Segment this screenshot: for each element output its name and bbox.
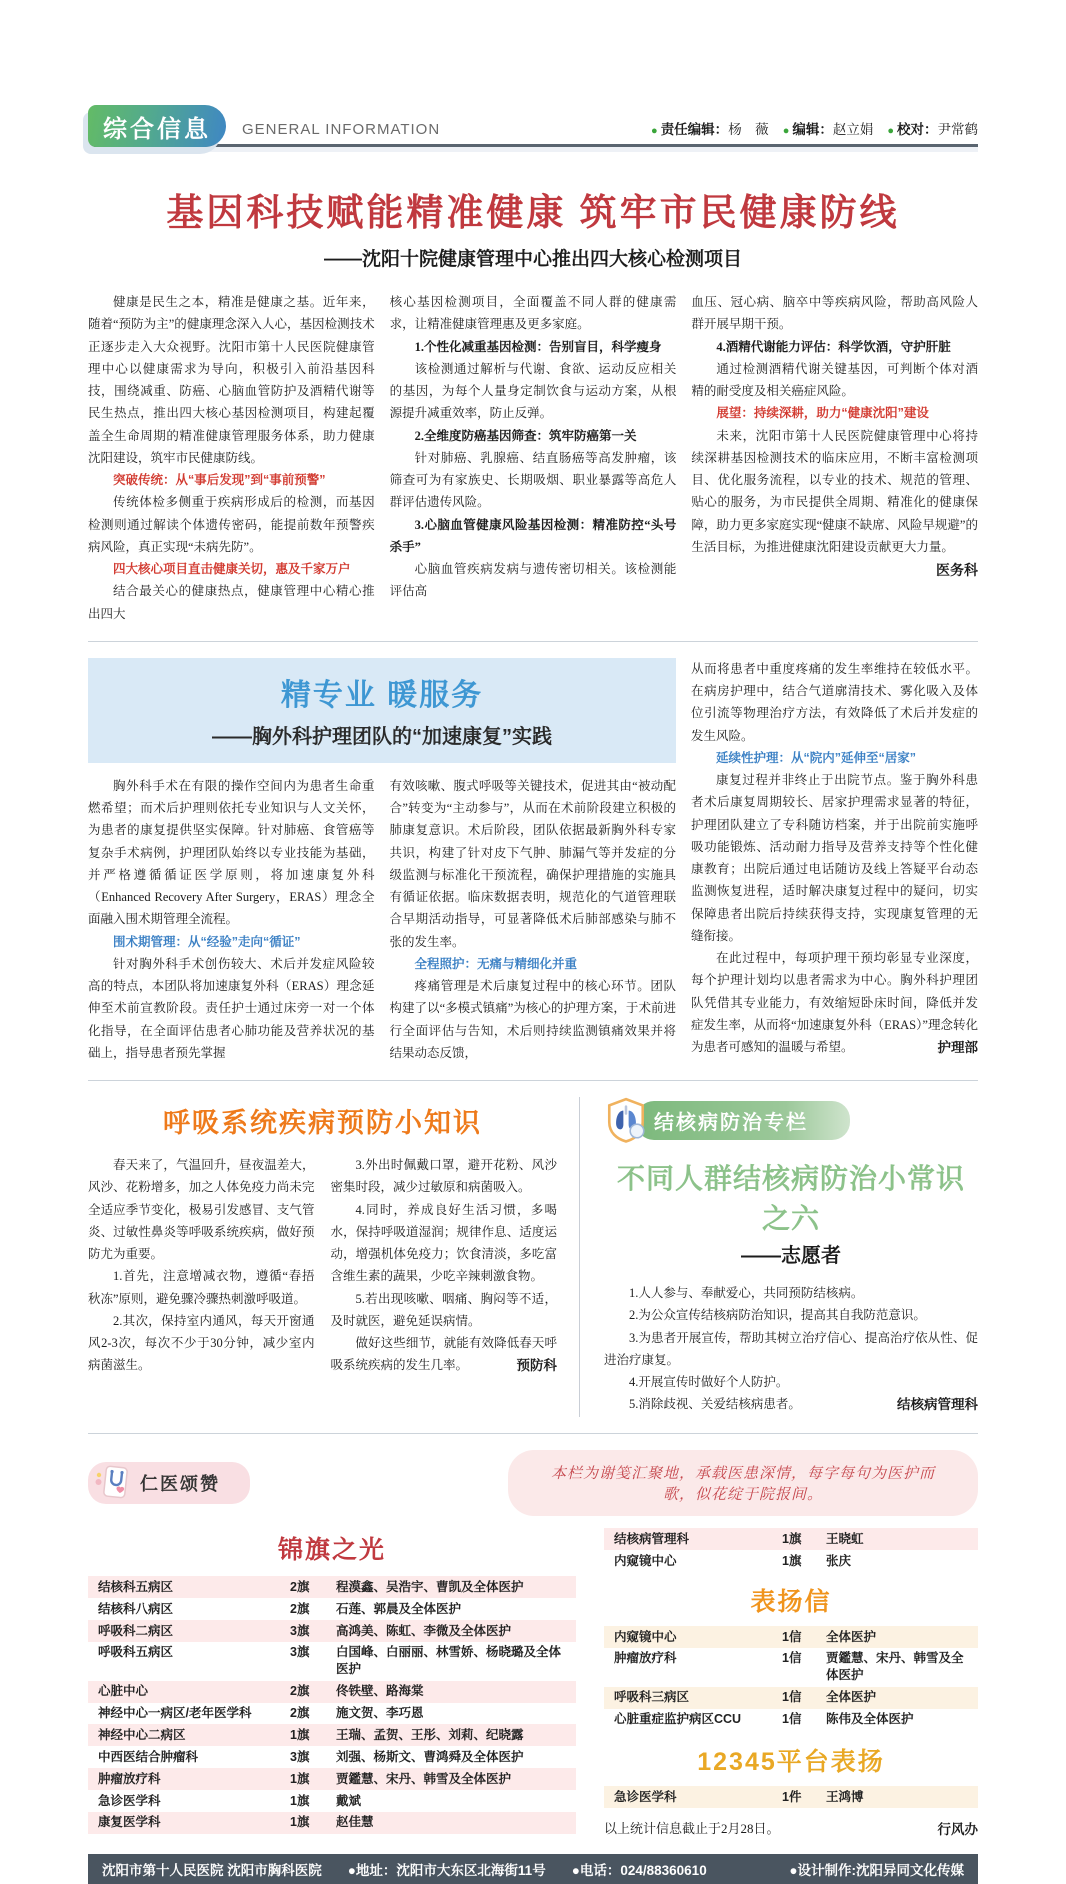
paragraph: 3.为患者开展宣传，帮助其树立治疗信心、提高治疗依从性、促进治疗康复。 xyxy=(604,1330,978,1367)
paragraph: 传统体检多侧重于疾病形成后的检测，而基因检测则通过解读个体遗传密码，能提前数年预警疾病风险，真正实现“未病先防”。 xyxy=(88,495,375,554)
nursing-column-1 xyxy=(88,775,375,1064)
praise-banner: 本栏为谢笺汇聚地，承载医患深情，每字每句为医护而歌，似花绽于院报间。 xyxy=(508,1450,978,1516)
flag-row: 心脏中心 2旗 佟铁壁、路海棠 xyxy=(88,1681,576,1703)
flag-row: 急诊医学科 1旗 戴斌 xyxy=(98,1793,362,1808)
gene-column-2 xyxy=(390,291,677,625)
flag-row: 结核病管理科 1旗 王晓虹 xyxy=(604,1528,978,1550)
editors-line xyxy=(651,118,978,138)
paragraph: 围术期管理：从“经验”走向“循证” xyxy=(113,934,301,949)
paragraph: 1.首先，注意增减衣物，遵循“春捂秋冻”原则，避免骤冷骤热刺激呼吸道。 xyxy=(88,1269,315,1306)
footer-credit: ●设计制作:沈阳异同文化传媒 xyxy=(789,1863,964,1879)
letter-row: 心脏重症监护病区CCU 1信 陈伟及全体医护 xyxy=(614,1712,914,1727)
article-tb-column xyxy=(580,1097,978,1417)
paragraph: 在此过程中，每项护理干预均彰显专业深度，每个护理计划均以患者需求为中心。胸外科护理团队凭借其专业能力，有效缩短卧床时间，降低并发症发生率，从而将“加速康复外科（ERAS）”理念转化为患者可感知的温暖与希望。 护理部 xyxy=(691,947,978,1058)
platform-row: 急诊医学科 1件 王鸿博 xyxy=(604,1786,978,1808)
platform-title: 12345平台表扬 xyxy=(697,1748,885,1777)
gene-column-1 xyxy=(88,291,375,625)
paragraph: 结合最关心的健康热点，健康管理中心精心推出四大 xyxy=(88,584,375,621)
letter-table xyxy=(604,1626,978,1730)
praise-section xyxy=(88,1450,978,1838)
paragraph: 4.同时，养成良好生活习惯，多喝水，保持呼吸道湿润；规律作息、适度运动，增强机体免疫力；饮食清淡，多吃富含维生素的蔬果，少吃辛辣刺激食物。 xyxy=(330,1202,557,1284)
flag-row: 结核科五病区 2旗 程漠鑫、吴浩宇、曹凯及全体医护 xyxy=(88,1576,576,1598)
signature: 护理部 xyxy=(937,1040,978,1055)
editor-credit: ● 编辑：赵立娟 xyxy=(782,122,874,137)
flag-row: 神经中心二病区 1旗 王瑞、孟贺、王彤、刘莉、纪晓露 xyxy=(88,1724,576,1746)
flag-row: 康复医学科 1旗 赵佳慧 xyxy=(88,1812,576,1834)
bullet-icon: ● xyxy=(887,125,894,137)
letter-title: 表扬信 xyxy=(750,1588,832,1617)
paragraph: 核心基因检测项目，全面覆盖不同人群的健康需求，让精准健康管理惠及更多家庭。 xyxy=(389,295,677,332)
flag-row: 神经中心一病区/老年医学科 2旗 施文贺、李巧恩 xyxy=(98,1706,424,1721)
signature: 结核病管理科 xyxy=(897,1397,978,1413)
signature: 预防科 xyxy=(516,1358,557,1374)
nursing-column-2 xyxy=(390,775,677,1064)
paragraph: 康复过程并非终止于出院节点。鉴于胸外科患者术后康复周期较长、居家护理需求显著的特征，护理团队建立了专科随访档案，并于出院前实施呼吸功能锻炼、活动耐力指导及营养支持等个性化健康教育；出院后通过电话随访及线上答疑平台动态监测恢复进程，适时解决康复过程中的疑问，切实保障患者出院后持续获得支持，实现康复管理的无缝衔接。 xyxy=(691,773,978,943)
paragraph: 4.开展宣传时做好个人防护。 xyxy=(629,1375,789,1389)
paragraph: 医务科 xyxy=(936,562,979,578)
lungs-shield-icon xyxy=(604,1097,648,1143)
paragraph: 1.个性化减重基因检测：告别盲目，科学瘦身 xyxy=(414,339,662,354)
article-gene-subtitle: ——沈阳十院健康管理中心推出四大核心检测项目 xyxy=(323,249,742,270)
paragraph: 疼痛管理是术后康复过程中的核心环节。团队构建了以“多模式镇痛”为核心的护理方案，于术前进行全面评估与告知，术后则持续监测镇痛效果并将结果动态反馈， xyxy=(389,979,676,1060)
nursing-subtitle: ——胸外科护理团队的“加速康复”实践 xyxy=(212,725,552,748)
praise-badge-label: 仁医颂赞 xyxy=(140,1474,220,1495)
paragraph: 全程照护：无痛与精细化并重 xyxy=(414,956,578,971)
paragraph: 从而将患者中重度疼痛的发生率维持在较低水平。在病房护理中，结合气道廓清技术、雾化吸入及体位引流等物理治疗方法，有效降低了术后并发症的发生风险。 xyxy=(691,661,978,743)
footer-phone: ●电话：024/88360610 xyxy=(571,1863,707,1879)
section-divider xyxy=(88,1080,978,1081)
section-divider xyxy=(88,641,978,642)
editor-credit: ● 责任编辑：杨 薇 xyxy=(651,122,769,137)
article-nursing xyxy=(88,658,978,1064)
flag-table-left xyxy=(88,1576,576,1834)
paragraph: 3.心脑血管健康风险基因检测：精准防控“头号杀手” xyxy=(389,517,677,554)
paragraph: 四大核心项目直击健康关切，惠及千家万户 xyxy=(113,562,351,576)
tb-column-badge xyxy=(604,1097,978,1143)
article-gene-title: 基因科技赋能精准健康 筑牢市民健康防线 xyxy=(166,192,900,233)
bullet-icon: ● xyxy=(651,125,658,137)
article-respiratory xyxy=(88,1097,580,1417)
stethoscope-card-icon xyxy=(94,1465,132,1501)
paragraph: 未来，沈阳市第十人民医院健康管理中心将持续深耕基因检测技术的临床应用，不断丰富检测项目、优化服务流程，以专业的技术、规范的管理、贴心的服务，为市民提供全周期、精准化的健康保障，助力更多家庭实现“健康不缺席、风险早规避”的生活目标，为推进健康沈阳建设贡献更大力量。 xyxy=(691,428,979,554)
paragraph: 2.为公众宣传结核病防治知识，提高其自我防范意识。 xyxy=(629,1308,926,1323)
flag-row: 内窥镜中心 1旗 张庆 xyxy=(614,1553,852,1568)
tb-body xyxy=(604,1282,978,1416)
paragraph: 做好这些细节，就能有效降低春天呼吸系统疾病的发生几率。 预防科 xyxy=(331,1332,558,1377)
section-title-en: GENERAL INFORMATION xyxy=(242,121,441,138)
platform-table xyxy=(604,1786,978,1808)
flag-row: 呼吸科五病区 3旗 白国峰、白丽丽、林雪娇、杨晓璐及全体医护 xyxy=(98,1645,562,1677)
paragraph: 展望：持续深耕，助力“健康沈阳”建设 xyxy=(716,406,929,421)
tb-title: 不同人群结核病防治小常识之六 xyxy=(616,1163,965,1234)
respiratory-column-2 xyxy=(331,1154,558,1378)
note-signature: 行风办 xyxy=(937,1822,978,1838)
paragraph: 5.若出现咳嗽、咽痛、胸闷等不适，及时就医，避免延误病情。 xyxy=(330,1291,557,1328)
editor-credit: ● 校对：尹常鹤 xyxy=(887,122,978,137)
flag-row: 中西医结合肿瘤科 3旗 刘强、杨斯文、曹鸿舜及全体医护 xyxy=(98,1749,524,1764)
paragraph: 5.消除歧视、关爱结核病患者。 结核病管理科 xyxy=(604,1393,978,1415)
paragraph: 3.外出时佩戴口罩，避开花粉、风沙密集时段，减少过敏原和病菌吸入。 xyxy=(330,1158,557,1195)
paragraph: 该检测通过解析与代谢、食欲、运动反应相关的基因，为每个人量身定制饮食与运动方案，从根源提升减重效率，防止反弹。 xyxy=(389,361,677,421)
paragraph: 胸外科手术在有限的操作空间内为患者生命重燃希望；而术后护理则依托专业知识与人文关怀，为患者的康复提供坚实保障。针对肺癌、食管癌等复杂手术病例，护理团队始终以专业技能为基础，并严格遵循循证医学原则，将加速康复外科（Enhanced Recovery After Surgery，ERAS）理念全面融入围术期管理全流程。 xyxy=(88,778,375,927)
paragraph: 2.其次，保持室内通风，每天开窗通风2-3次，每次不少于30分钟，减少室内病菌滋生。 xyxy=(88,1313,315,1373)
bullet-icon: ● xyxy=(782,125,790,137)
paragraph: 通过检测酒精代谢关键基因，可判断个体对酒精的耐受度及相关癌症风险。 xyxy=(691,361,979,398)
flag-title: 锦旗之光 xyxy=(277,1536,386,1565)
stats-note: 行风办 以上统计信息截止于2月28日。 xyxy=(604,1818,978,1837)
nursing-title-box xyxy=(88,658,676,763)
letter-row: 内窥镜中心 1信 全体医护 xyxy=(604,1626,978,1648)
flag-table-right xyxy=(604,1528,978,1572)
paragraph: 针对肺癌、乳腺癌、结直肠癌等高发肿瘤，该筛查可为有家族史、长期吸烟、职业暴露等高危人群评估遗传风险。 xyxy=(389,450,677,510)
paragraph: 4.酒精代谢能力评估：科学饮酒，守护肝脏 xyxy=(716,339,951,354)
paragraph: 1.人人参与、奉献爱心，共同预防结核病。 xyxy=(629,1286,864,1300)
section-divider xyxy=(88,1433,978,1434)
flag-row: 结核科八病区 2旗 石莲、郭晨及全体医护 xyxy=(98,1601,462,1616)
paragraph: 血压、冠心病、脑卒中等疾病风险，帮助高风险人群开展早期干预。 xyxy=(691,295,979,332)
paragraph: 有效咳嗽、腹式呼吸等关键技术，促进其由“被动配合”转变为“主动参与”，从而在术前阶段建立积极的肺康复意识。术后阶段，团队依据最新胸外科专家共识，构建了针对皮下气肿、肺漏气等并发症的分级监测与标准化干预流程，确保护理措施的实施具有循证依据。临床数据表明，规范化的气道管理联合早期活动指导，可显著降低术后肺部感染与肺不张的发生率。 xyxy=(389,778,676,949)
letter-row: 呼吸科三病区 1信 全体医护 xyxy=(604,1687,978,1709)
paragraph: 心脑血管疾病发病与遗传密切相关。该检测能评估高 xyxy=(389,562,677,599)
footer-bar xyxy=(88,1854,978,1884)
nursing-title: 精专业 暖服务 xyxy=(280,678,484,712)
section-badge: 综合信息 xyxy=(88,105,226,147)
paragraph: 春天来了，气温回升，昼夜温差大，风沙、花粉增多，加之人体免疫力尚未完全适应季节变化，极易引发感冒、支气管炎、过敏性鼻炎等呼吸系统疾病，做好预防尤为重要。 xyxy=(88,1158,315,1261)
respiratory-column-1 xyxy=(88,1154,315,1378)
flag-row: 肿瘤放疗科 1旗 贾鑑慧、宋丹、韩雪及全体医护 xyxy=(88,1768,576,1790)
praise-badge xyxy=(88,1462,250,1504)
paragraph: 延续性护理：从“院内”延伸至“居家” xyxy=(716,750,917,765)
respiratory-title: 呼吸系统疾病预防小知识 xyxy=(163,1108,482,1138)
nursing-column-3 xyxy=(691,658,978,1064)
masthead-band xyxy=(88,147,978,152)
letter-row: 肿瘤放疗科 1信 贾鑑慧、宋丹、韩雪及全体医护 xyxy=(614,1651,964,1683)
flag-row: 呼吸科二病区 3旗 高鸿美、陈虹、李微及全体医护 xyxy=(88,1620,576,1642)
article-gene xyxy=(88,182,978,625)
tb-subtitle: ——志愿者 xyxy=(741,1245,841,1267)
tb-column-badge-label: 结核病防治专栏 xyxy=(636,1101,850,1140)
paragraph: 健康是民生之本，精准是健康之基。近年来，随着“预防为主”的健康理念深入人心，基因检测技术正逐步走入大众视野。沈阳市第十人民医院健康管理中心以健康需求为导向，积极引入前沿基因科技，围绕减重、防癌、心脑血管防护及酒精代谢等民生热点，推出四大核心基因检测项目，构建起覆盖全生命周期的精准健康管理服务体系，助力健康沈阳建设，筑牢市民健康防线。 xyxy=(88,295,375,465)
paragraph: 突破传统：从“事后发现”到“事前预警” xyxy=(113,473,326,487)
footer-address: ●地址：沈阳市大东区北海街11号 xyxy=(347,1863,546,1879)
paragraph: 2.全维度防癌基因筛查：筑牢防癌第一关 xyxy=(414,428,637,443)
paragraph: 针对胸外科手术创伤较大、术后并发症风险较高的特点，本团队将加速康复外科（ERAS）理念延伸至术前宣教阶段。责任护士通过床旁一对一个体化指导，在全面评估患者心肺功能及营养状况的基础上，指导患者预先掌握 xyxy=(88,956,375,1060)
footer-hospital: 沈阳市第十人民医院 沈阳市胸科医院 xyxy=(102,1863,322,1879)
masthead xyxy=(88,96,978,147)
gene-column-3 xyxy=(691,291,978,625)
